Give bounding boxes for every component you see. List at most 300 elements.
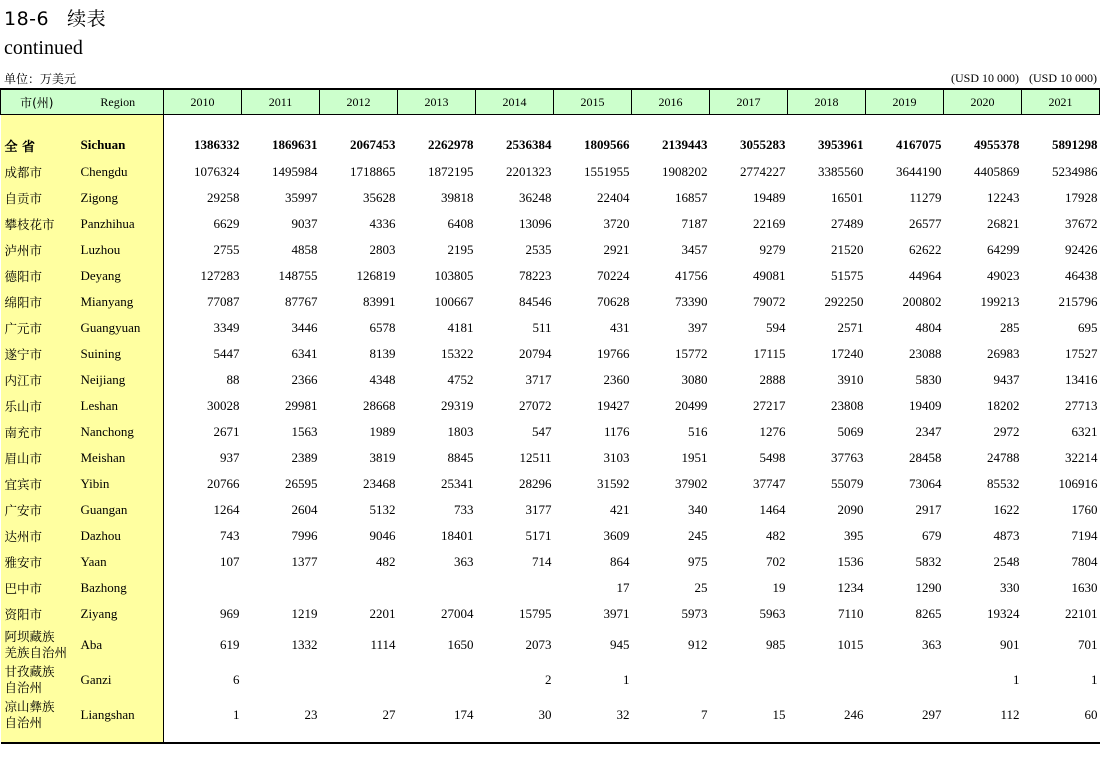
row-region-name: Liangshan [73,697,164,732]
cell-value: 3177 [525,502,552,517]
cell-value: 4858 [291,242,318,257]
cell-value: 4804 [915,320,942,335]
cell-value: 1332 [291,636,318,652]
cell-value: 17 [616,580,630,595]
cell-value: 1718865 [350,164,396,179]
cell-value: 743 [220,528,240,543]
table-row [1,419,1100,445]
cell-value: 84546 [519,294,552,309]
row-region-name: Mianyang [73,289,164,315]
table-title [4,4,124,31]
cell-value: 4348 [369,372,396,387]
cell-value: 1015 [837,636,864,652]
cell-value: 30028 [207,398,240,413]
table-row [1,289,1100,315]
cell-value: 4955378 [974,137,1020,152]
cell-value: 2671 [213,424,240,439]
cell-value: 1219 [291,606,318,621]
row-region-name: Ziyang [73,601,164,627]
cell-value: 29258 [207,190,240,205]
cell-value: 3446 [291,320,318,335]
cell-value: 199213 [980,294,1020,309]
cell-value: 714 [532,554,552,569]
cell-value: 35628 [363,190,396,205]
cell-value: 482 [376,554,396,569]
cell-value: 912 [688,636,708,652]
cell-value [632,662,710,697]
cell-value: 2366 [291,372,318,387]
cell-value: 2917 [915,502,942,517]
cell-value: 969 [220,606,240,621]
cell-value: 215796 [1058,294,1098,309]
cell-value: 6629 [213,216,240,231]
row-region-name: Guangyuan [73,315,164,341]
table-row [1,471,1100,497]
cell-value: 27072 [519,398,552,413]
cell-value: 701 [1078,636,1098,652]
cell-value: 44964 [909,268,942,283]
row-city-name: 内江市 [1,367,73,393]
cell-value [398,662,476,697]
cell-value: 7 [701,706,708,722]
cell-value: 73064 [909,476,942,491]
row-city-name-line: 甘孜藏族 [4,663,55,679]
cell-value: 1386332 [194,137,240,152]
cell-value: 17928 [1065,190,1098,205]
cell-value: 431 [610,320,630,335]
cell-value: 3055283 [740,137,786,152]
cell-value: 2195 [447,242,474,257]
cell-value [866,662,944,697]
table-body [1,115,1100,744]
cell-value: 3080 [681,372,708,387]
cell-value: 26577 [909,216,942,231]
column-header-region: Region [73,90,164,115]
cell-value: 12511 [519,450,552,465]
cell-value: 126819 [356,268,396,283]
cell-value: 29981 [285,398,318,413]
row-city-name: 眉山市 [1,445,73,471]
cell-value: 3103 [603,450,630,465]
table-row [1,393,1100,419]
cell-value: 3644190 [896,164,942,179]
cell-value: 8845 [447,450,474,465]
row-city-name: 达州市 [1,523,73,549]
table-row [1,263,1100,289]
cell-value: 87767 [285,294,318,309]
cell-value: 547 [532,424,552,439]
cell-value: 79072 [753,294,786,309]
cell-value: 864 [610,554,630,569]
row-city-name: 成都市 [1,159,73,185]
cell-value: 5069 [837,424,864,439]
column-header-year: 2014 [476,90,554,115]
cell-value: 19766 [597,346,630,361]
cell-value: 2888 [759,372,786,387]
row-region-name: Yibin [73,471,164,497]
cell-value: 36248 [519,190,552,205]
column-header-year: 2013 [398,90,476,115]
cell-value: 49081 [753,268,786,283]
cell-value: 975 [688,554,708,569]
cell-value: 103805 [434,268,474,283]
cell-value: 107 [220,554,240,569]
row-city-name: 攀枝花市 [1,211,73,237]
cell-value: 15322 [441,346,474,361]
table-row [1,367,1100,393]
cell-value: 1760 [1071,502,1098,517]
cell-value: 37672 [1065,216,1098,231]
row-city-name: 绵阳市 [1,289,73,315]
cell-value: 11279 [909,190,942,205]
cell-value: 2201 [369,606,396,621]
column-header-year: 2021 [1022,90,1100,115]
cell-value: 19489 [753,190,786,205]
cell-value: 695 [1078,320,1098,335]
table-row [1,549,1100,575]
row-region-name: Meishan [73,445,164,471]
cell-value: 6321 [1071,424,1098,439]
table-row [1,445,1100,471]
cell-value: 1650 [447,636,474,652]
table-row [1,662,1100,697]
unit-label-en: (USD 10 000) [951,71,1019,85]
cell-value: 8265 [915,606,942,621]
column-header-year: 2011 [242,90,320,115]
cell-value: 1551955 [584,164,630,179]
cell-value: 26595 [285,476,318,491]
cell-value: 13416 [1065,372,1098,387]
cell-value: 702 [766,554,786,569]
cell-value: 5832 [915,554,942,569]
cell-value [242,662,320,697]
cell-value: 20794 [519,346,552,361]
cell-value: 5498 [759,450,786,465]
row-city-name-line: 阿坝藏族 [4,628,55,644]
cell-value: 3971 [603,606,630,621]
cell-value: 6578 [369,320,396,335]
cell-value: 482 [766,528,786,543]
cell-value: 3819 [369,450,396,465]
cell-value: 39818 [441,190,474,205]
cell-value: 5132 [369,502,396,517]
cell-value: 7194 [1071,528,1098,543]
cell-value: 1076324 [194,164,240,179]
cell-value: 395 [844,528,864,543]
cell-value: 37763 [831,450,864,465]
cell-value: 292250 [824,294,864,309]
cell-value [710,662,788,697]
cell-value: 73390 [675,294,708,309]
cell-value: 18202 [987,398,1020,413]
cell-value: 937 [220,450,240,465]
row-city-name-line: 自治州 [4,714,43,730]
cell-value: 70628 [597,294,630,309]
cell-value: 19 [772,580,786,595]
cell-value: 37747 [753,476,786,491]
cell-value: 41756 [675,268,708,283]
cell-value: 22169 [753,216,786,231]
column-header-year: 2020 [944,90,1022,115]
row-region-name: Ganzi [73,662,164,697]
cell-value [164,575,242,601]
cell-value: 3910 [837,372,864,387]
cell-value: 22101 [1065,606,1098,621]
row-region-name: Aba [73,627,164,662]
cell-value: 3953961 [818,137,864,152]
cell-value: 12243 [987,190,1020,205]
cell-value: 9437 [993,372,1020,387]
table-row [1,575,1100,601]
cell-value: 27004 [441,606,474,621]
cell-value: 9046 [369,528,396,543]
cell-value: 3349 [213,320,240,335]
cell-value: 25 [694,580,708,595]
table-row [1,185,1100,211]
row-region-name: Neijiang [73,367,164,393]
cell-value: 1 [1091,671,1098,687]
cell-value: 1 [1013,671,1020,687]
row-city-name: 资阳市 [1,601,73,627]
cell-value: 733 [454,502,474,517]
cell-value: 30 [538,706,552,722]
cell-value: 4336 [369,216,396,231]
cell-value: 2090 [837,502,864,517]
cell-value: 13096 [519,216,552,231]
cell-value: 6408 [447,216,474,231]
cell-value: 8139 [369,346,396,361]
cell-value: 3457 [681,242,708,257]
cell-value: 15795 [519,606,552,621]
cell-value: 3717 [525,372,552,387]
row-region-name: Bazhong [73,575,164,601]
cell-value: 1234 [837,580,864,595]
cell-value: 1536 [837,554,864,569]
table-row [1,159,1100,185]
cell-value: 340 [688,502,708,517]
cell-value: 85532 [987,476,1020,491]
cell-value: 26983 [987,346,1020,361]
row-city-name: 自贡市 [1,185,73,211]
cell-value: 17240 [831,346,864,361]
row-city-name [1,697,73,732]
cell-value: 330 [1000,580,1020,595]
cell-value: 4405869 [974,164,1020,179]
cell-value: 78223 [519,268,552,283]
cell-value: 28458 [909,450,942,465]
cell-value: 49023 [987,268,1020,283]
cell-value: 2571 [837,320,864,335]
cell-value: 1803 [447,424,474,439]
cell-value: 15772 [675,346,708,361]
cell-value: 5963 [759,606,786,621]
cell-value: 1908202 [662,164,708,179]
cell-value: 62622 [909,242,942,257]
cell-value: 4181 [447,320,474,335]
spacer-row [1,115,1100,132]
cell-value: 1 [233,706,240,722]
table-row [1,523,1100,549]
cell-value: 3609 [603,528,630,543]
cell-value: 4167075 [896,137,942,152]
cell-value: 26821 [987,216,1020,231]
cell-value: 92426 [1065,242,1098,257]
table-row [1,315,1100,341]
table-row [1,497,1100,523]
cell-value [398,575,476,601]
row-region-name: Leshan [73,393,164,419]
cell-value: 106916 [1058,476,1098,491]
row-city-name: 德阳市 [1,263,73,289]
cell-value: 2067453 [350,137,396,152]
row-region-name: Panzhihua [73,211,164,237]
column-header-year: 2010 [164,90,242,115]
cell-value: 245 [688,528,708,543]
cell-value: 2548 [993,554,1020,569]
cell-value: 174 [454,706,474,722]
cell-value: 16501 [831,190,864,205]
cell-value: 297 [922,706,942,722]
cell-value: 1114 [370,636,396,652]
cell-value: 17527 [1065,346,1098,361]
cell-value [476,575,554,601]
header-row [1,90,1100,115]
row-city-name [1,662,73,697]
cell-value: 1 [623,671,630,687]
cell-value: 1809566 [584,137,630,152]
cell-value: 127283 [200,268,240,283]
row-region-name: Nanchong [73,419,164,445]
row-city-name: 南充市 [1,419,73,445]
cell-value: 83991 [363,294,396,309]
cell-value: 363 [922,636,942,652]
row-region-name: Guangan [73,497,164,523]
cell-value: 23468 [363,476,396,491]
cell-value: 21520 [831,242,864,257]
cell-value: 4752 [447,372,474,387]
cell-value: 15 [772,706,786,722]
cell-value: 7996 [291,528,318,543]
row-city-name: 宜宾市 [1,471,73,497]
cell-value: 18401 [441,528,474,543]
cell-value: 27217 [753,398,786,413]
table-title-cn: 续表 [67,8,107,30]
row-city-name: 全 省 [1,131,73,159]
cell-value: 2755 [213,242,240,257]
cell-value: 6 [233,671,240,687]
cell-value: 27713 [1065,398,1098,413]
cell-value: 46438 [1065,268,1098,283]
cell-value: 37902 [675,476,708,491]
row-city-name: 广安市 [1,497,73,523]
cell-value: 6341 [291,346,318,361]
cell-value: 55079 [831,476,864,491]
cell-value: 16857 [675,190,708,205]
cell-value: 2139443 [662,137,708,152]
row-city-name: 乐山市 [1,393,73,419]
row-city-name-line: 凉山彝族 [4,698,55,714]
cell-value: 985 [766,636,786,652]
row-region-name: Yaan [73,549,164,575]
cell-value: 148755 [278,268,318,283]
cell-value: 1264 [213,502,240,517]
cell-value: 2201323 [506,164,552,179]
cell-value: 2604 [291,502,318,517]
cell-value: 1377 [291,554,318,569]
row-city-name: 巴中市 [1,575,73,601]
cell-value: 516 [688,424,708,439]
cell-value: 22404 [597,190,630,205]
column-header-year: 2012 [320,90,398,115]
cell-value [320,662,398,697]
cell-value: 70224 [597,268,630,283]
cell-value: 3720 [603,216,630,231]
row-region-name: Luzhou [73,237,164,263]
cell-value: 64299 [987,242,1020,257]
cell-value: 594 [766,320,786,335]
cell-value: 5891298 [1052,137,1098,152]
cell-value: 9037 [291,216,318,231]
cell-value: 397 [688,320,708,335]
row-region-name: Deyang [73,263,164,289]
cell-value: 32214 [1065,450,1098,465]
cell-value: 100667 [434,294,474,309]
cell-value: 1290 [915,580,942,595]
cell-value: 901 [1000,636,1020,652]
cell-value: 5973 [681,606,708,621]
cell-value: 1176 [603,424,630,439]
cell-value: 23808 [831,398,864,413]
cell-value [242,575,320,601]
cell-value: 2536384 [506,137,552,152]
cell-value: 3385560 [818,164,864,179]
row-city-name: 广元市 [1,315,73,341]
cell-value: 35997 [285,190,318,205]
table-row-total [1,131,1100,159]
cell-value: 25341 [441,476,474,491]
cell-value: 20499 [675,398,708,413]
cell-value: 2921 [603,242,630,257]
column-header-year: 2019 [866,90,944,115]
cell-value: 112 [1000,706,1020,722]
row-city-name: 泸州市 [1,237,73,263]
unit-label: 单位：万美元 [4,72,77,86]
cell-value: 60 [1084,706,1098,722]
cell-value: 2073 [525,636,552,652]
column-header-city: 市(州) [1,90,73,115]
cell-value: 27489 [831,216,864,231]
column-header-year: 2017 [710,90,788,115]
cell-value: 1495984 [272,164,318,179]
cell-value: 29319 [441,398,474,413]
table-subtitle: continued [4,37,83,59]
cell-value: 7804 [1071,554,1098,569]
cell-value: 1630 [1071,580,1098,595]
column-header-year: 2018 [788,90,866,115]
row-city-name: 雅安市 [1,549,73,575]
cell-value: 679 [922,528,942,543]
table-row [1,237,1100,263]
cell-value: 28668 [363,398,396,413]
cell-value: 23 [304,706,318,722]
cell-value: 945 [610,636,630,652]
cell-value: 421 [610,502,630,517]
cell-value: 7187 [681,216,708,231]
cell-value [788,662,866,697]
cell-value: 19427 [597,398,630,413]
row-city-name: 遂宁市 [1,341,73,367]
cell-value: 9279 [759,242,786,257]
